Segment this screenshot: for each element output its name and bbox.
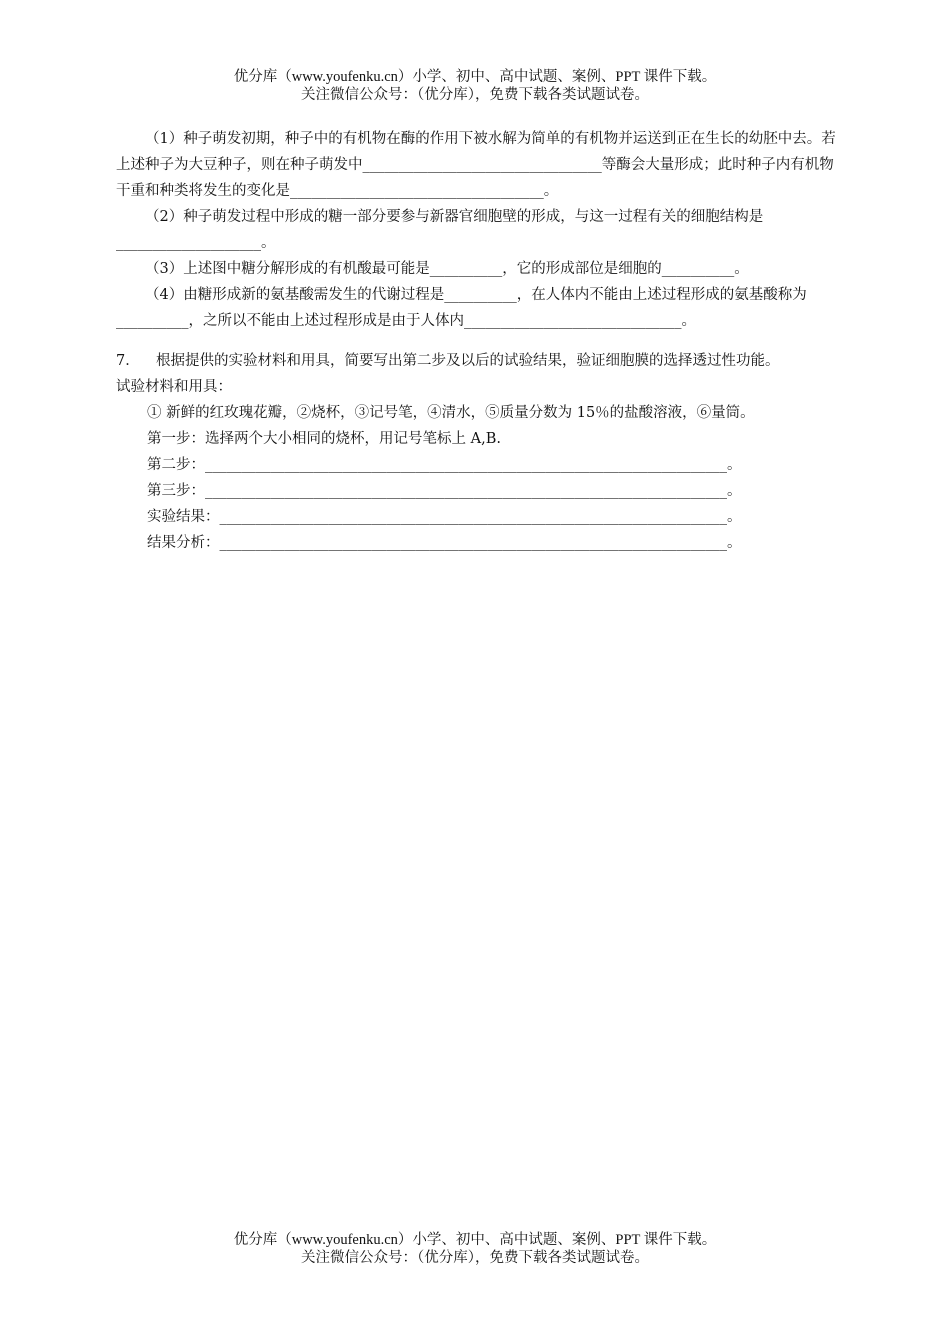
result-analysis: 结果分析：______________________________________________________________________。 bbox=[147, 535, 742, 551]
page-header bbox=[0, 68, 950, 104]
question-7-prompt: 根据提供的实验材料和用具，简要写出第二步及以后的试验结果，验证细胞膜的选择透过性功能。 bbox=[156, 353, 780, 369]
experiment-result: 实验结果：______________________________________________________________________。 bbox=[147, 509, 742, 525]
footer-line-2: 关注微信公众号：（优分库），免费下载各类试题试卷。 bbox=[301, 1250, 649, 1266]
question-6-part-3: （3）上述图中糖分解形成的有机酸最可能是__________，它的形成部位是细胞的__________。 bbox=[145, 261, 749, 277]
document-body bbox=[116, 126, 836, 556]
materials-list: ① 新鲜的红玫瑰花瓣，②烧杯，③记号笔，④清水，⑤质量分数为 15％的盐酸溶液，⑥量筒。 bbox=[147, 405, 755, 421]
step-3: 第三步：________________________________________________________________________。 bbox=[147, 483, 742, 499]
question-7-number: 7． bbox=[116, 353, 140, 369]
header-line-1: 优分库（www.youfenku.cn）小学、初中、高中试题、案例、PPT 课件下载。 bbox=[233, 69, 717, 85]
materials-heading: 试验材料和用具： bbox=[116, 379, 232, 395]
question-6-part-1: （1）种子萌发初期，种子中的有机物在酶的作用下被水解为简单的有机物并运送到正在生长的幼胚中去。若上述种子为大豆种子，则在种子萌发中_________________________________等酶会大量形成；此时种子内有机物干重和种类将发生的变化是___________________________________。 bbox=[116, 131, 836, 199]
footer-line-1: 优分库（www.youfenku.cn）小学、初中、高中试题、案例、PPT 课件下载。 bbox=[233, 1232, 717, 1248]
step-1: 第一步：选择两个大小相同的烧杯，用记号笔标上 A,B. bbox=[147, 431, 501, 447]
page-footer bbox=[0, 1231, 950, 1267]
header-line-2: 关注微信公众号：（优分库），免费下载各类试题试卷。 bbox=[301, 87, 649, 103]
question-7 bbox=[116, 348, 836, 374]
step-2: 第二步：________________________________________________________________________。 bbox=[147, 457, 742, 473]
question-6-part-4: （4）由糖形成新的氨基酸需发生的代谢过程是__________，在人体内不能由上述过程形成的氨基酸称为__________，之所以不能由上述过程形成是由于人体内______________________________。 bbox=[116, 287, 807, 329]
question-6-part-2: （2）种子萌发过程中形成的糖一部分要参与新器官细胞壁的形成，与这一过程有关的细胞结构是____________________。 bbox=[116, 209, 764, 251]
